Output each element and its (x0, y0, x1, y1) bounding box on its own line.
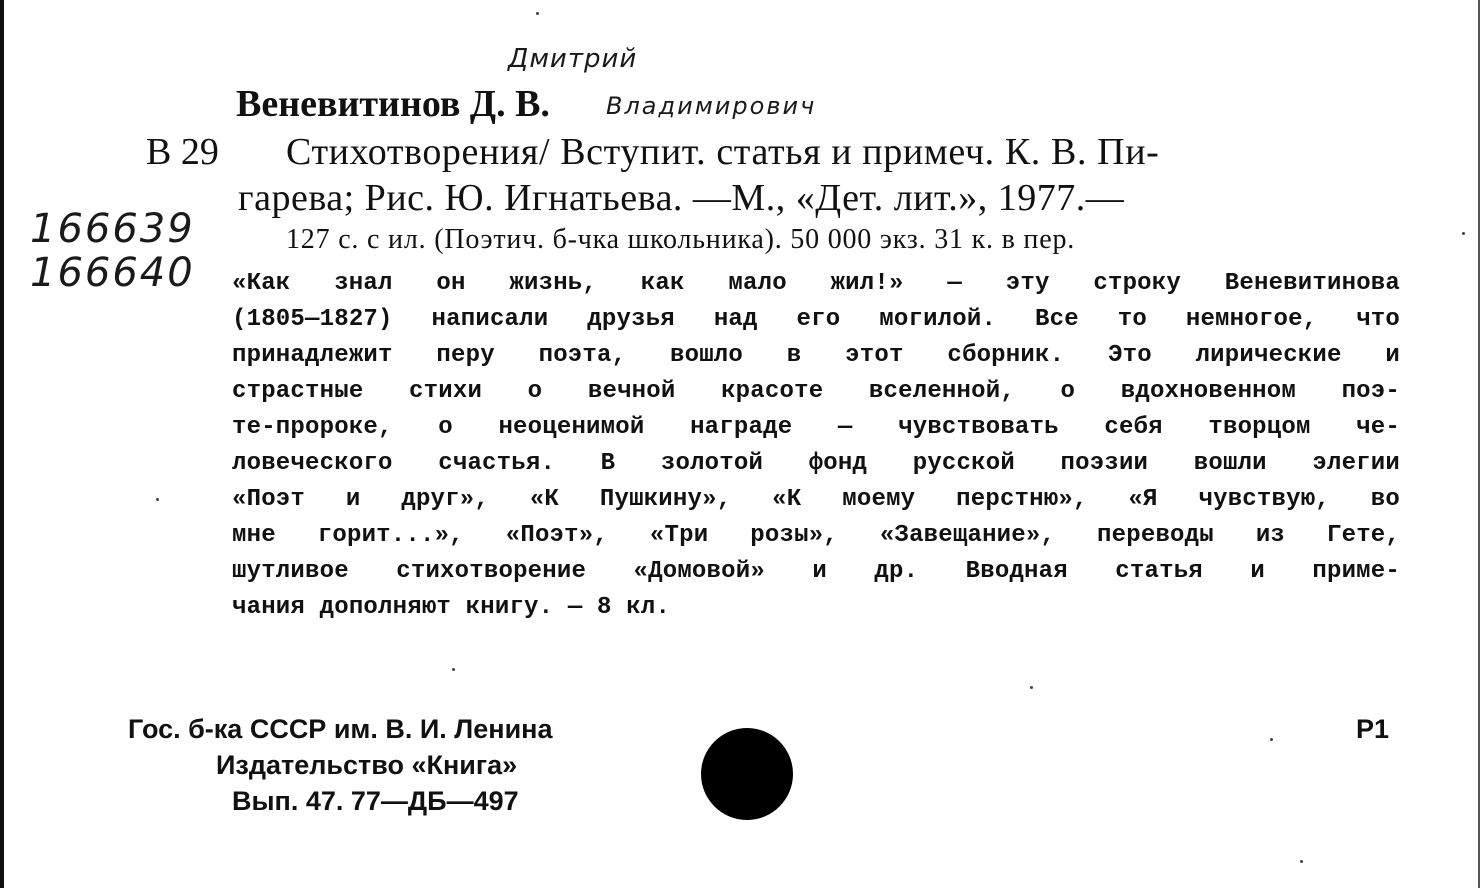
card-left-edge (0, 0, 4, 888)
index-code: В 29 (146, 131, 219, 173)
scan-speck (1270, 738, 1273, 741)
annotation-line: (1805—1827) написали друзья над его могилой. Все то немногое, что (232, 306, 1400, 333)
scan-speck (1300, 860, 1303, 863)
footer-code: Р1 (1356, 714, 1390, 744)
annotation-line: ловеческого счастья. В золотой фонд русской поэзии вошли элегии (232, 450, 1400, 477)
title-line-1: Стихотворения/ Вступит. статья и примеч. К. В. Пи- (286, 131, 1160, 173)
annotation-line: страстные стихи о вечной красоте вселенной, о вдохновенном поэ- (232, 378, 1400, 405)
footer-issue: Вып. 47. 77—ДБ—497 (232, 786, 519, 816)
author-heading: Веневитинов Д. В. (236, 83, 550, 125)
scan-speck (536, 12, 539, 15)
scan-speck (1030, 686, 1033, 689)
handwritten-accession-2: 166640 (30, 250, 195, 296)
handwritten-first-name: Дмитрий (508, 44, 638, 74)
handwritten-accession-1: 166639 (30, 206, 195, 252)
scan-speck (452, 668, 455, 671)
footer-publisher: Издательство «Книга» (216, 750, 518, 780)
annotation-line: чания дополняют книгу. — 8 кл. (232, 594, 671, 621)
annotation-line: шутливое стихотворение «Домовой» и др. Вводная статья и приме- (232, 558, 1400, 585)
punch-hole (701, 728, 793, 820)
annotation-line: принадлежит перу поэта, вошло в этот сборник. Это лирические и (232, 342, 1400, 369)
annotation (232, 266, 1400, 626)
title-line-2: гарева; Рис. Ю. Игнатьева. —М., «Дет. лит.», 1977.— (238, 177, 1125, 219)
footer-library: Гос. б-ка СССР им. В. И. Ленина (128, 714, 553, 744)
annotation-line: те-пророке, о неоценимой награде — чувствовать себя творцом че- (232, 414, 1400, 441)
physical-description: 127 с. с ил. (Поэтич. б-чка школьника). 50 000 экз. 31 к. в пер. (286, 224, 1076, 255)
handwritten-patronymic: Владимирович (606, 92, 817, 120)
annotation-line: «Поэт и друг», «К Пушкину», «К моему перстню», «Я чувствую, во (232, 486, 1400, 513)
scan-speck (1462, 232, 1465, 235)
scan-speck (156, 498, 159, 501)
annotation-line: мне горит...», «Поэт», «Три розы», «Завещание», переводы из Гете, (232, 522, 1400, 549)
annotation-line: «Как знал он жизнь, как мало жил!» — эту строку Веневитинова (232, 270, 1400, 297)
